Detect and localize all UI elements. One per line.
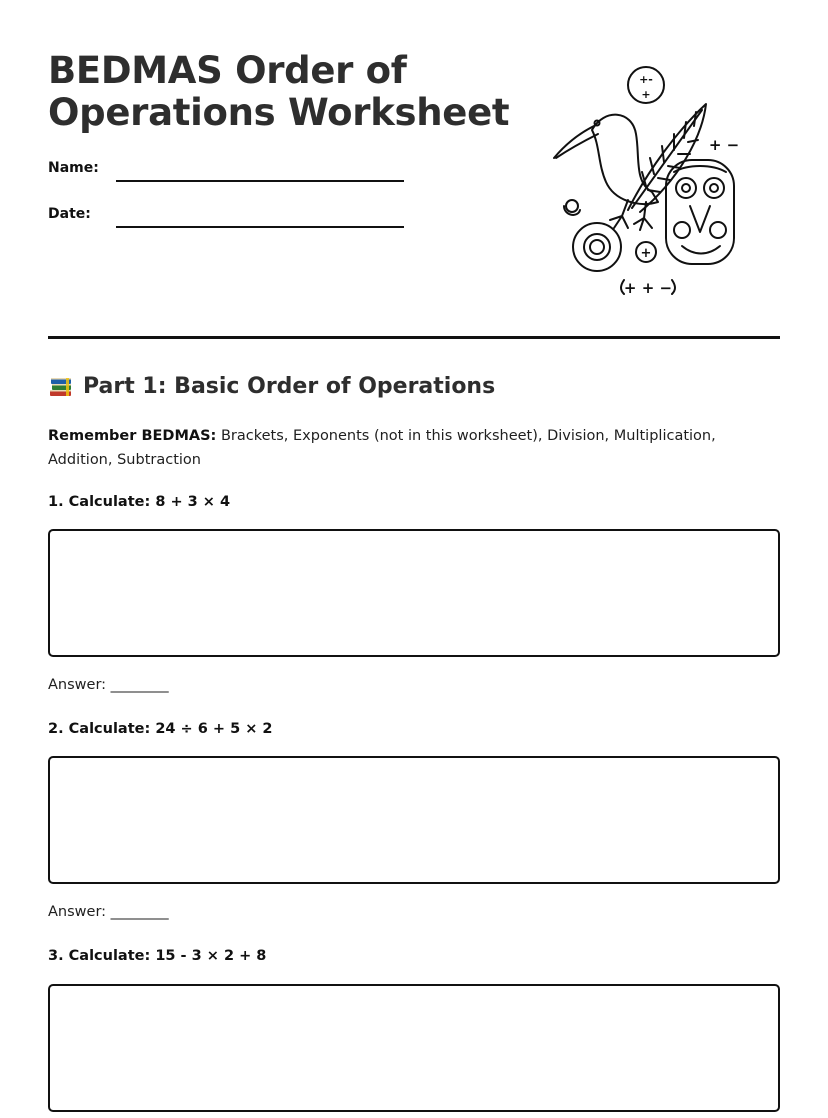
- bird-leg-shape: [610, 200, 628, 228]
- concentric-inner-circle: [590, 240, 604, 254]
- shield-mouth-shape: [682, 246, 720, 254]
- remember-label: Remember BEDMAS:: [48, 428, 217, 444]
- section-divider: [48, 336, 780, 339]
- kiwi-bird-illustration: [548, 60, 748, 300]
- shield-brow-shape: [674, 166, 726, 172]
- question-2-work-box[interactable]: [48, 756, 780, 884]
- shield-eye-right-shape: [704, 178, 724, 198]
- shield-pupil-right-shape: [710, 184, 718, 192]
- question-2-answer[interactable]: Answer: ________: [48, 904, 169, 920]
- question-1-work-box[interactable]: [48, 529, 780, 657]
- bird-beak-shape: [554, 126, 594, 158]
- bird-beak-lower-shape: [556, 134, 598, 158]
- title-line-1: BEDMAS Order of: [48, 49, 407, 92]
- date-label: Date:: [48, 206, 91, 222]
- name-field[interactable]: [116, 180, 404, 182]
- section-title: Part 1: Basic Order of Operations: [83, 373, 496, 399]
- small-circle-symbol: +: [640, 246, 652, 261]
- date-field[interactable]: [116, 226, 404, 228]
- section-heading: [48, 373, 495, 399]
- concentric-mid-circle: [584, 234, 610, 260]
- books-icon: [48, 373, 74, 399]
- question-3-work-box[interactable]: [48, 984, 780, 1112]
- shield-eye-left-shape: [676, 178, 696, 198]
- bottom-symbol: + + −: [623, 279, 673, 297]
- small-spiral-shape: [566, 200, 578, 212]
- question-1-answer[interactable]: Answer: ________: [48, 677, 169, 693]
- shield-spiral-right-shape: [710, 222, 726, 238]
- shield-spiral-left-shape: [674, 222, 690, 238]
- question-3-label: 3. Calculate: 15 - 3 × 2 + 8: [48, 948, 267, 964]
- question-2-label: 2. Calculate: 24 ÷ 6 + 5 × 2: [48, 721, 273, 737]
- side-symbol: + −: [708, 136, 740, 154]
- top-symbol-2: +: [641, 88, 651, 101]
- top-symbol-1: +-: [639, 73, 653, 86]
- shield-pupil-left-shape: [682, 184, 690, 192]
- remember-note: [48, 424, 780, 472]
- name-label: Name:: [48, 160, 99, 176]
- title-line-2: Operations Worksheet: [48, 91, 510, 134]
- question-1-label: 1. Calculate: 8 + 3 × 4: [48, 494, 231, 510]
- worksheet-title: [48, 50, 518, 134]
- concentric-outer-circle: [573, 223, 621, 271]
- bird-leg-2-shape: [634, 202, 652, 230]
- shield-nose-shape: [690, 206, 710, 232]
- remember-text: Brackets, Exponents (not in this worksheet), Division, Multiplication, Addition, Subtraction: [48, 428, 716, 468]
- carved-shield-shape: [666, 160, 734, 264]
